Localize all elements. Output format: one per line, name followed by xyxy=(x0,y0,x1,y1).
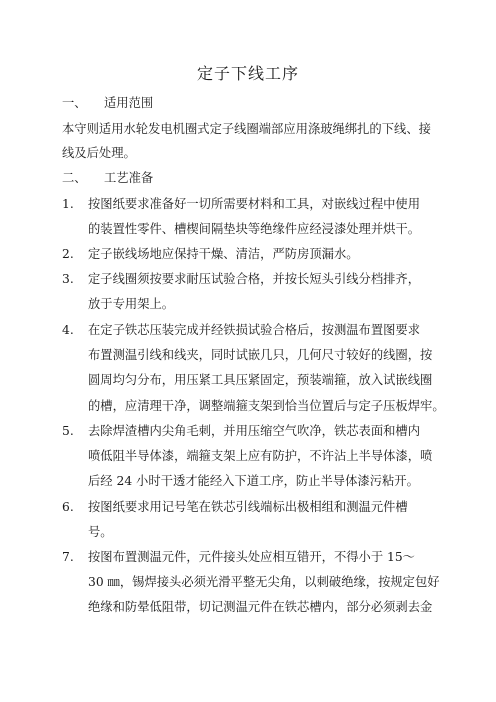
item-number: 2. xyxy=(62,247,74,261)
item-number: 5. xyxy=(62,424,74,438)
section-heading-preparation xyxy=(62,169,442,187)
item-text-line: 号。 xyxy=(88,525,113,539)
item-number: 6. xyxy=(62,500,74,514)
item-number: 7. xyxy=(62,550,74,564)
list-item xyxy=(62,498,442,516)
item-text-line: 放于专用架上。 xyxy=(88,297,175,311)
item-text-line: 定子线圈须按要求耐压试验合格，并按长短头引线分档排齐， xyxy=(88,272,421,286)
list-item xyxy=(62,270,442,288)
item-text-line: 30 ㎜，锡焊接头必须光滑平整无尖角，以刺破绝缘，按规定包好 xyxy=(88,575,440,589)
document-title: 定子下线工序 xyxy=(196,64,299,83)
section-heading-scope xyxy=(62,94,442,112)
item-text-line: 圆周均匀分布，用压紧工具压紧固定，预装端箍，放入试嵌线圈 xyxy=(88,373,433,387)
item-text-line: 布置测温引线和线夹，同时试嵌几只，几何尺寸较好的线圈，按 xyxy=(88,348,433,362)
section-title: 适用范围 xyxy=(104,96,154,110)
section-title: 工艺准备 xyxy=(104,171,154,185)
item-text-line: 按图布置测温元件，元件接头处应相互错开，不得小于 15～ xyxy=(88,550,415,564)
item-text-line: 喷低阻半导体漆，端箍支架上应有防护，不许沾上半导体漆，喷 xyxy=(88,449,433,463)
item-number: 4. xyxy=(62,323,74,337)
scope-text-line: 本守则适用水轮发电机圈式定子线圈端部应用涤玻绳绑扎的下线、接 xyxy=(62,122,431,136)
item-text-line: 后经 24 小时干透才能经入下道工序，防止半导体漆污粘开。 xyxy=(88,474,419,488)
section-number: 一、 xyxy=(62,96,87,110)
list-item xyxy=(62,422,442,440)
item-text-line: 去除焊渣槽内尖角毛刺，并用压缩空气吹净，铁芯表面和槽内 xyxy=(88,424,421,438)
item-number: 3. xyxy=(62,272,74,286)
scope-text-line: 线及后处理。 xyxy=(62,146,136,160)
item-text-line: 按图纸要求准备好一切所需要材料和工具，对嵌线过程中使用 xyxy=(88,197,421,211)
list-item xyxy=(62,195,442,213)
list-item xyxy=(62,245,442,263)
list-item xyxy=(62,548,442,566)
item-text-line: 在定子铁芯压装完成并经铁损试验合格后，按测温布置图要求 xyxy=(88,323,421,337)
section-number: 二、 xyxy=(62,171,87,185)
item-text-line: 的装置性零件、槽楔间隔垫块等绝缘件应经浸漆处理并烘干。 xyxy=(88,222,421,236)
list-item xyxy=(62,321,442,339)
item-text-line: 的槽，应清理干净，调整端箍支架到恰当位置后与定子压板焊牢。 xyxy=(88,399,445,413)
item-text-line: 绝缘和防晕低阻带，切记测温元件在铁芯槽内，部分必须剥去金 xyxy=(88,600,433,614)
item-text-line: 定子嵌线场地应保持干燥、清洁，严防房顶漏水。 xyxy=(88,247,359,261)
item-number: 1. xyxy=(62,197,74,211)
item-text-line: 按图纸要求用记号笔在铁芯引线端标出极相组和测温元件槽 xyxy=(88,500,408,514)
